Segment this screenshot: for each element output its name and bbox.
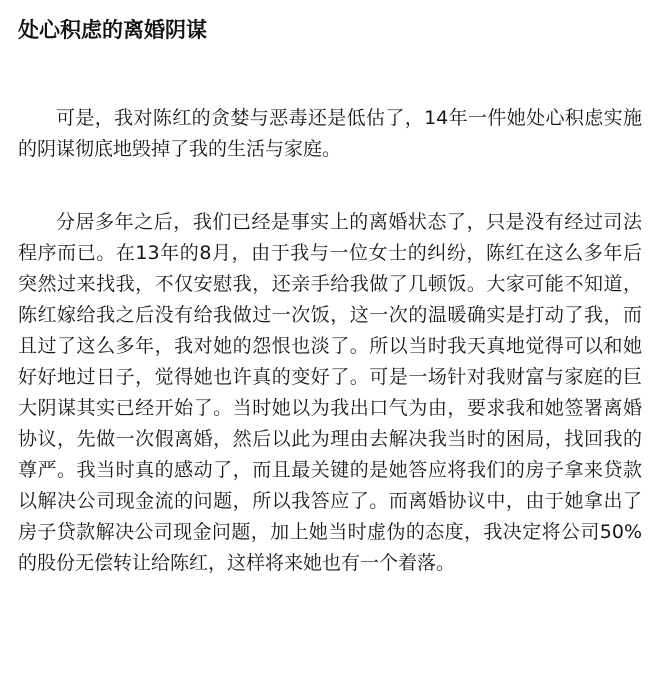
article-title: 处心积虑的离婚阴谋: [18, 18, 207, 42]
article-paragraph-2: 分居多年之后，我们已经是事实上的离婚状态了，只是没有经过司法程序而已。在13年的8月，由于我与一位女士的纠纷，陈红在这么多年后突然过来找我，不仅安慰我，还亲手给我做了几顿饭。大家可能不知道，陈红嫁给我之后没有给我做过一次饭，这一次的温暖确实是打动了我，而且过了这么多年，我对她的怨恨也淡了。所以当时我天真地觉得可以和她好好地过日子，觉得她也许真的变好了。可是一场针对我财富与家庭的巨大阴谋其实已经开始了。当时她以为我出口气为由，要求我和她签署离婚协议，先做一次假离婚，然后以此为理由去解决我当时的困局，找回我的尊严。我当时真的感动了，而且最关键的是她答应将我们的房子拿来贷款以解决公司现金流的问题，所以我答应了。而离婚协议中，由于她拿出了房子贷款解决公司现金问题，加上她当时虚伪的态度，我决定将公司50%的股份无偿转让给陈红，这样将来她也有一个着落。: [18, 211, 642, 574]
article-paragraph-1: 可是，我对陈红的贪婪与恶毒还是低估了，14年一件她处心积虑实施的阴谋彻底地毁掉了我的生活与家庭。: [18, 107, 642, 160]
